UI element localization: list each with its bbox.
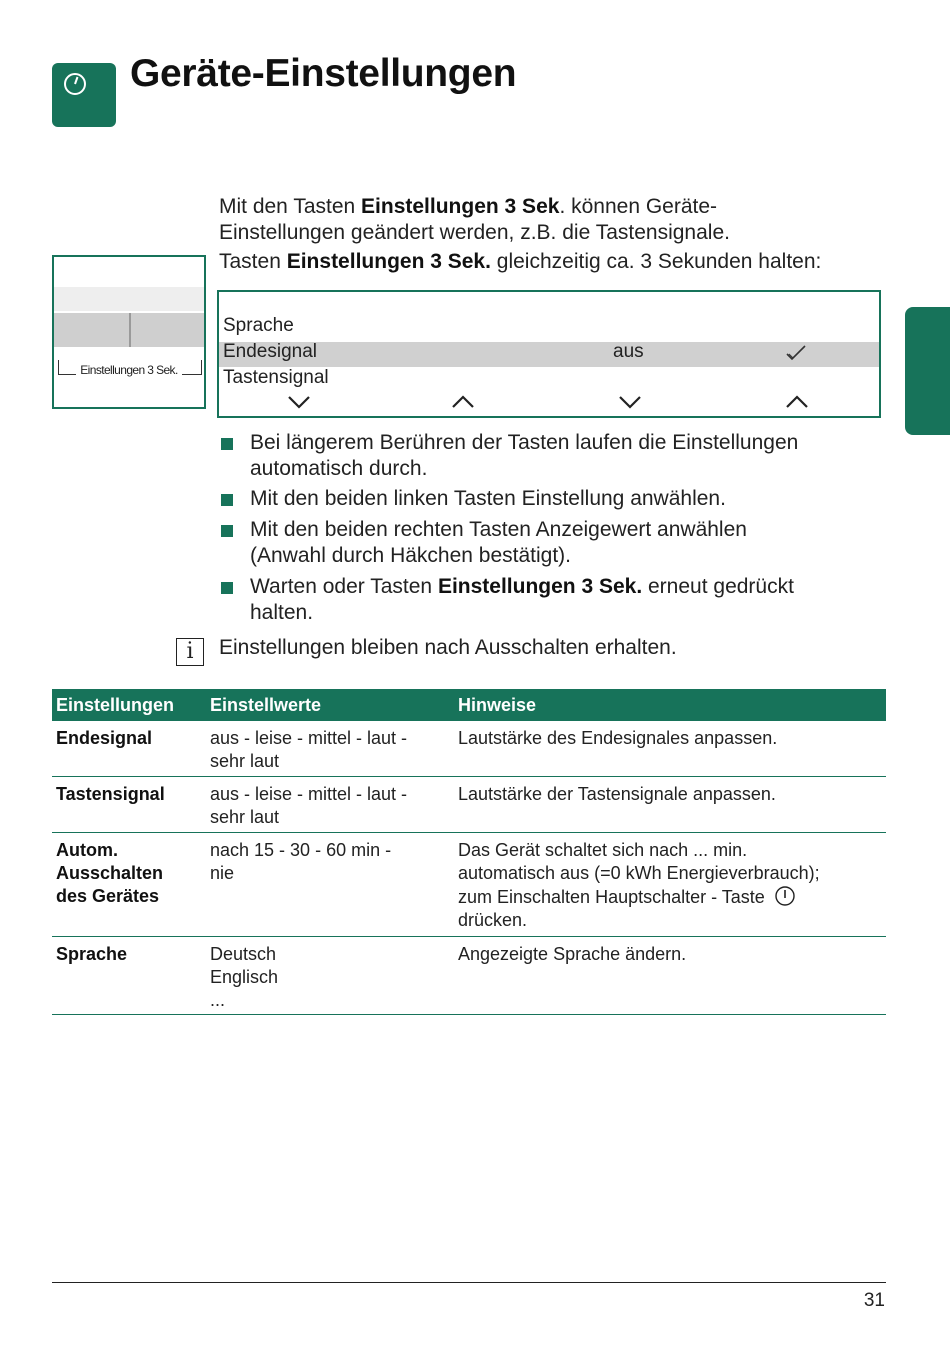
panel-left-key	[54, 313, 131, 347]
intro-line-3: Tasten Einstellungen 3 Sek. gleichzeitig ca. 3 Sekunden halten:	[219, 250, 822, 273]
panel-display-strip	[54, 287, 204, 311]
page-title: Geräte-Einstellungen	[130, 52, 517, 95]
table-cell-values: Deutsch Englisch ...	[210, 944, 279, 1010]
table-cell-setting: Autom. Ausschalten des Gerätes	[56, 840, 164, 906]
side-chapter-tab	[905, 307, 950, 435]
display-row-sprache: Sprache	[223, 315, 294, 336]
chevron-up-icon	[451, 395, 475, 409]
page-number: 31	[863, 1290, 885, 1311]
info-note: Einstellungen bleiben nach Ausschalten erhalten.	[219, 636, 677, 659]
chevron-down-icon	[287, 395, 311, 409]
table-cell-notes: Lautstärke der Tastensignale anpassen.	[458, 784, 776, 804]
intro-line-2: Einstellungen geändert werden, z.B. die Tastensignale.	[219, 221, 730, 244]
bullet-square-icon	[221, 438, 233, 450]
table-cell-values: nach 15 - 30 - 60 min - nie	[210, 840, 392, 883]
chevron-down-icon	[618, 395, 642, 409]
table-row	[52, 777, 886, 833]
column-header-values: Einstellwerte	[210, 695, 322, 715]
display-row-tastensignal: Tastensignal	[223, 367, 329, 388]
control-panel-illustration	[52, 255, 206, 409]
power-button-icon	[774, 885, 796, 907]
panel-right-key	[131, 313, 204, 347]
table-cell-values: aus - leise - mittel - laut - sehr laut	[210, 784, 408, 827]
panel-key-label: Einstellungen 3 Sek.	[76, 363, 182, 377]
display-row-endesignal: Endesignal	[223, 341, 318, 362]
power-timer-icon	[60, 67, 90, 97]
table-row	[52, 721, 886, 777]
table-cell-setting: Tastensignal	[56, 784, 165, 804]
chevron-up-icon	[785, 395, 809, 409]
display-value: aus	[613, 341, 644, 362]
table-cell-setting: Endesignal	[56, 728, 153, 748]
settings-display-illustration	[217, 290, 881, 418]
table-cell-notes: Lautstärke des Endesignales anpassen.	[458, 728, 778, 748]
column-header-settings: Einstellungen	[56, 695, 175, 715]
footer-rule	[52, 1282, 886, 1283]
column-header-notes: Hinweise	[458, 695, 537, 715]
info-icon: i	[176, 638, 204, 666]
table-header	[52, 689, 886, 721]
table-cell-setting: Sprache	[56, 944, 128, 964]
bullet-square-icon	[221, 525, 233, 537]
display-highlight-row	[219, 342, 879, 367]
bullet-square-icon	[221, 582, 233, 594]
table-row	[52, 937, 886, 1015]
table-row	[52, 833, 886, 937]
bullet-square-icon	[221, 494, 233, 506]
table-cell-notes: Angezeigte Sprache ändern.	[458, 944, 687, 964]
intro-line-1: Mit den Tasten Einstellungen 3 Sek. können Geräte-	[219, 195, 718, 218]
checkmark-icon	[785, 344, 807, 362]
table-cell-values: aus - leise - mittel - laut - sehr laut	[210, 728, 408, 771]
table-cell-notes: Das Gerät schaltet sich nach ... min. automatisch aus (=0 kWh Energieverbrauch); zum Einschalten Hauptschalter - Taste drücken.	[458, 840, 820, 930]
header-power-timer-icon	[52, 63, 116, 127]
